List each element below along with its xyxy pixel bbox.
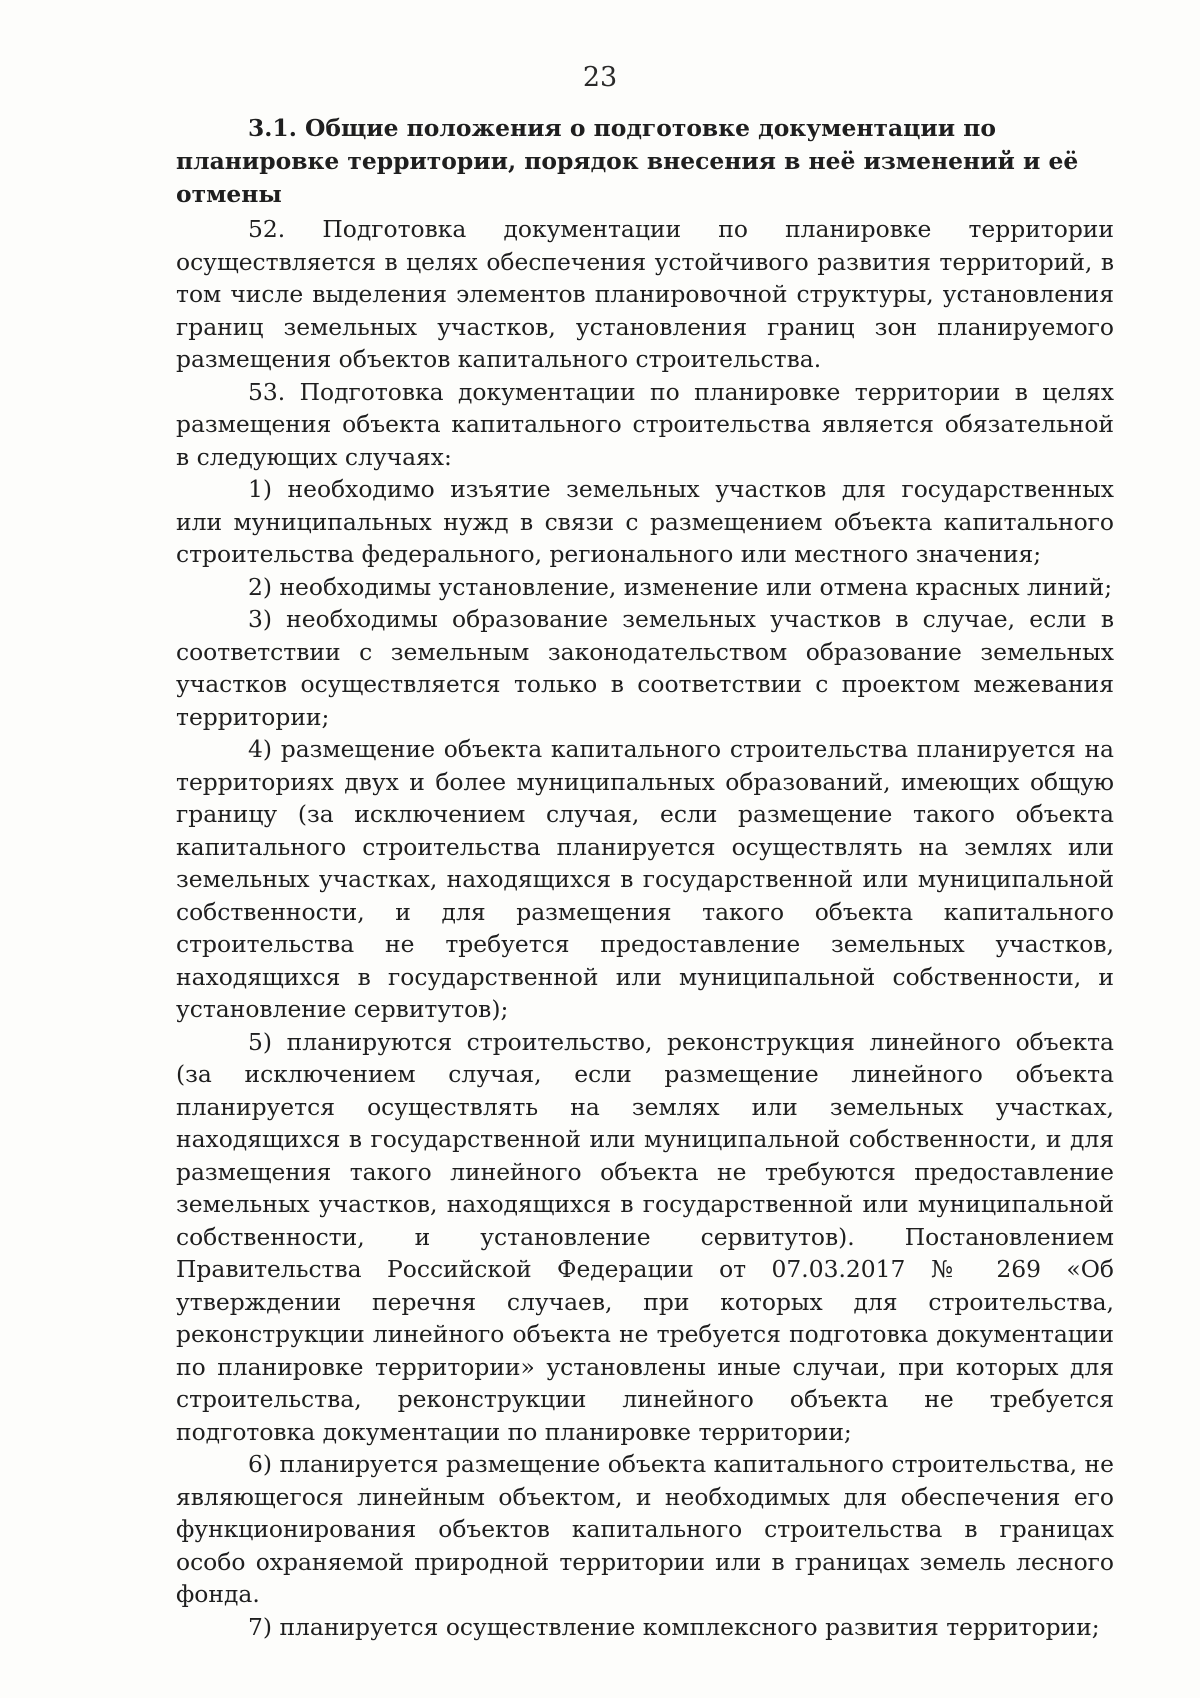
list-item-5: 5) планируются строительство, реконструкция линейного объекта (за исключением случая, если размещение линейного объекта планируется осуществлять на землях или земельных участках, находящихся в государственной или муниципальной собственности, и для размещения такого линейного объекта не требуются предоставление земельных участков, находящихся в государственной или муниципальной собственности, и установление сервитутов). Постановлением Правительства Российской Федерации от 07.03.2017 № 269 «Об утверждении перечня случаев, при которых для строительства, реконструкции линейного объекта не требуется подготовка документации по планировке территории» установлены иные случаи, при которых для строительства, реконструкции линейного объекта не требуется подготовка документации по планировке территории; (176, 1027, 1114, 1446)
list-item-3: 3) необходимы образование земельных участков в случае, если в соответствии с земельным законодательством образование земельных участков осуществляется только в соответствии с проектом межевания территории; (176, 605, 1114, 731)
paragraph-53: 53. Подготовка документации по планировке территории в целях размещения объекта капитального строительства является обязательной в следующих случаях: (176, 377, 1114, 471)
list-item-7: 7) планируется осуществление комплексного развития территории; (248, 1612, 1100, 1641)
list-item-6: 6) планируется размещение объекта капитального строительства, не являющегося линейным объектом, и необходимых для обеспечения его функционирования объектов капитального строительства в границах особо охраняемой природной территории или в границах земель лесного фонда. (176, 1450, 1114, 1608)
list-item-2: 2) необходимы установление, изменение или отмена красных линий; (248, 572, 1113, 601)
page-number: 23 (582, 62, 618, 93)
document-body (176, 112, 1114, 1643)
section-heading: 3.1. Общие положения о подготовке документации по планировке территории, порядок внесения в неё изменений и её отмены (176, 114, 1079, 208)
paragraph-52: 52. Подготовка документации по планировке территории осуществляется в целях обеспечения устойчивого развития территорий, в том числе выделения элементов планировочной структуры, установления границ земельных участков, установления границ зон планируемого размещения объектов капитального строительства. (176, 215, 1114, 373)
list-item-4: 4) размещение объекта капитального строительства планируется на территориях двух и более муниципальных образований, имеющих общую границу (за исключением случая, если размещение такого объекта капитального строительства планируется осуществлять на землях или земельных участках, находящихся в государственной или муниципальной собственности, и для размещения такого объекта капитального строительства не требуется предоставление земельных участков, находящихся в государственной или муниципальной собственности, и установление сервитутов); (176, 735, 1114, 1023)
list-item-1: 1) необходимо изъятие земельных участков для государственных или муниципальных нужд в связи с размещением объекта капитального строительства федерального, регионального или местного значения; (176, 475, 1114, 568)
